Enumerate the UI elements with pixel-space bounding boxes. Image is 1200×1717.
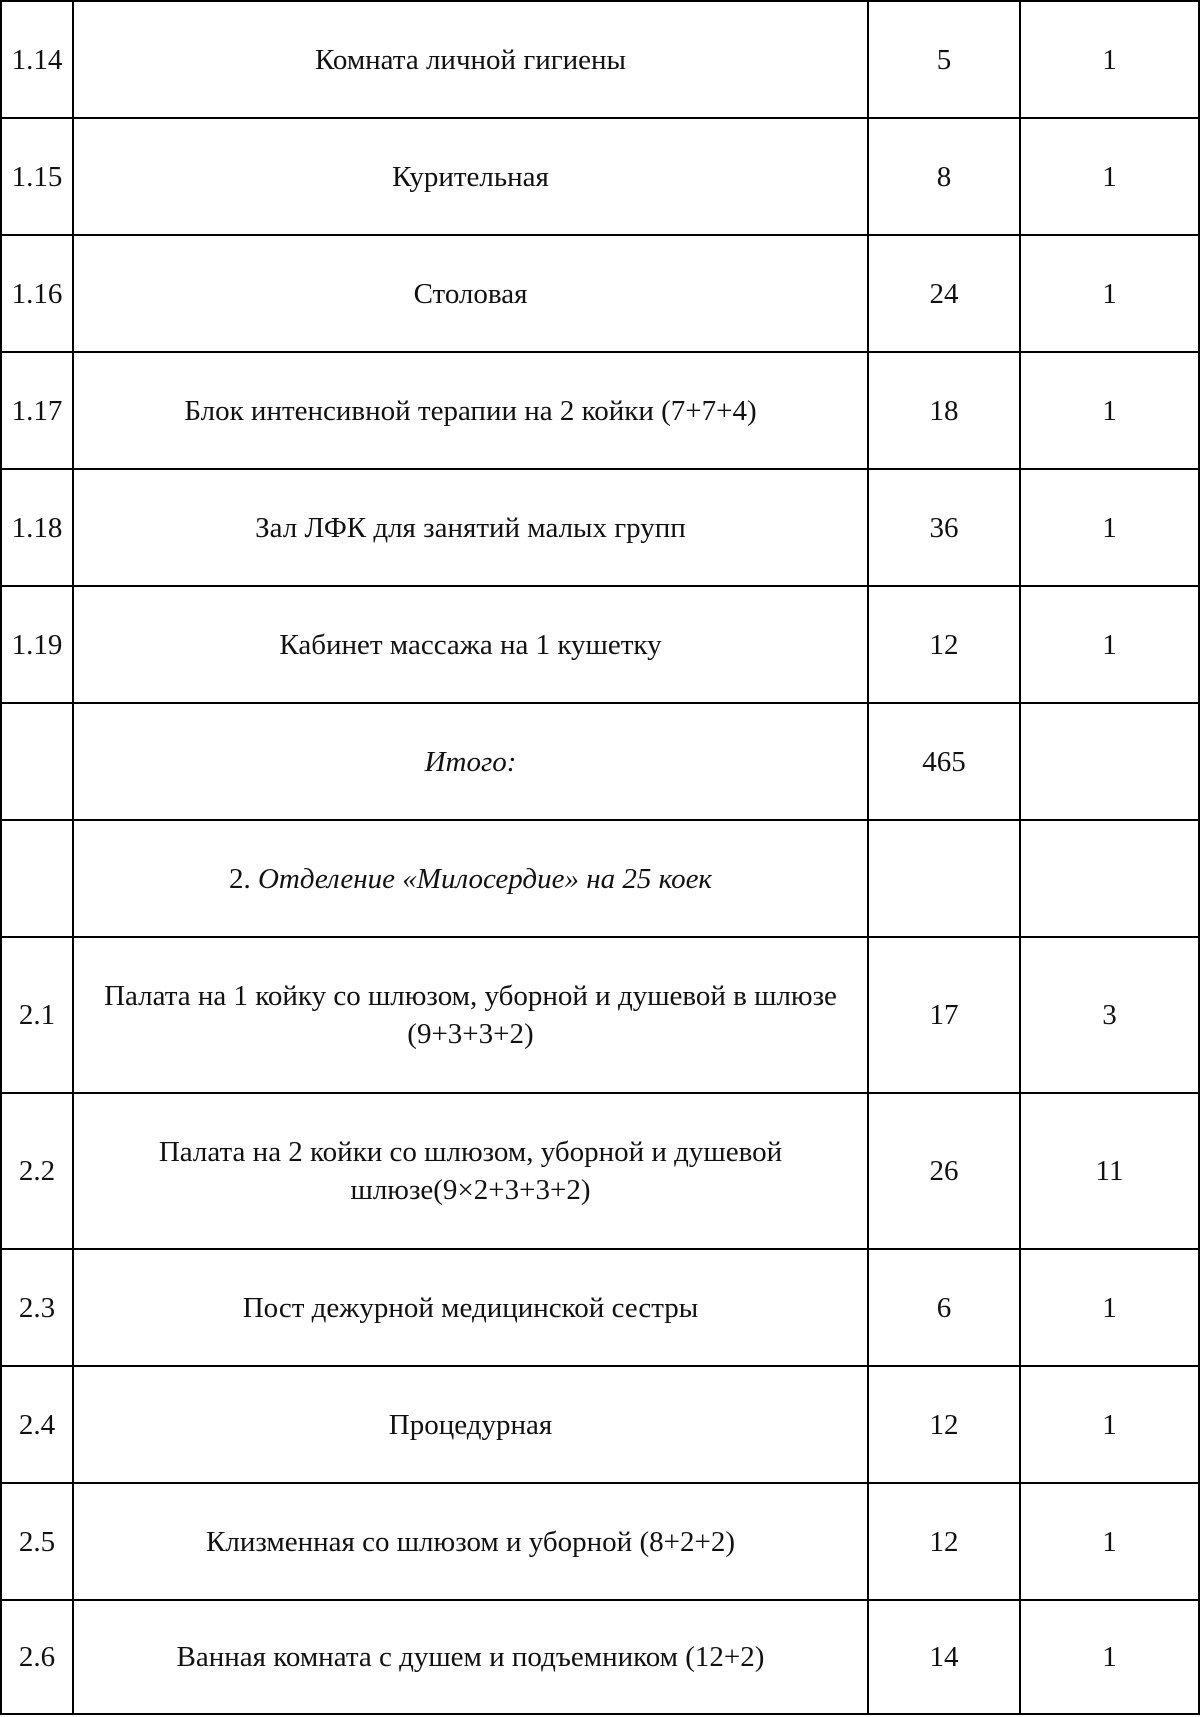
room-name: Комната личной гигиены [73,1,868,118]
room-count: 1 [1020,469,1199,586]
room-count: 1 [1020,1600,1199,1714]
table-row [1,118,1199,235]
room-name: Ванная комната с душем и подъемником (12+2) [73,1600,868,1714]
room-count: 1 [1020,1,1199,118]
room-count: 1 [1020,1249,1199,1366]
room-name: Зал ЛФК для занятий малых групп [73,469,868,586]
room-count: 1 [1020,352,1199,469]
total-row [1,703,1199,820]
room-name: Палата на 1 койку со шлюзом, уборной и душевой в шлюзе (9+3+3+2) [73,937,868,1093]
room-area: 17 [868,937,1020,1093]
room-name: Клизменная со шлюзом и уборной (8+2+2) [73,1483,868,1600]
room-name: Столовая [73,235,868,352]
row-number: 1.17 [1,352,73,469]
table-row [1,469,1199,586]
section-title-cell [73,820,868,937]
row-number: 1.15 [1,118,73,235]
table-row [1,1483,1199,1600]
room-name: Курительная [73,118,868,235]
room-area: 5 [868,1,1020,118]
section-count-empty [1020,820,1199,937]
table-row [1,937,1199,1093]
row-number: 1.14 [1,1,73,118]
section-area-empty [868,820,1020,937]
room-area: 14 [868,1600,1020,1714]
table-row [1,586,1199,703]
room-name: Кабинет массажа на 1 кушетку [73,586,868,703]
row-number: 2.4 [1,1366,73,1483]
table-row [1,352,1199,469]
total-area: 465 [868,703,1020,820]
room-area: 18 [868,352,1020,469]
row-number-empty [1,820,73,937]
row-number: 2.2 [1,1093,73,1249]
room-count: 3 [1020,937,1199,1093]
row-number: 1.16 [1,235,73,352]
row-number: 2.6 [1,1600,73,1714]
room-area: 24 [868,235,1020,352]
row-number: 2.3 [1,1249,73,1366]
total-count-empty [1020,703,1199,820]
room-name: Процедурная [73,1366,868,1483]
room-count: 1 [1020,1366,1199,1483]
room-area: 12 [868,586,1020,703]
row-number: 2.1 [1,937,73,1093]
row-number: 1.18 [1,469,73,586]
section-header-row [1,820,1199,937]
section-title: Отделение «Милосердие» на 25 коек [257,862,713,895]
row-number-empty [1,703,73,820]
total-label: Итого: [73,703,868,820]
room-name: Палата на 2 койки со шлюзом, уборной и душевой шлюзе(9×2+3+3+2) [73,1093,868,1249]
room-count: 11 [1020,1093,1199,1249]
room-name: Блок интенсивной терапии на 2 койки (7+7+4) [73,352,868,469]
room-count: 1 [1020,118,1199,235]
room-count: 1 [1020,586,1199,703]
room-count: 1 [1020,1483,1199,1600]
table-row [1,1600,1199,1714]
room-area: 6 [868,1249,1020,1366]
room-area: 36 [868,469,1020,586]
table-row [1,235,1199,352]
table-row [1,1093,1199,1249]
room-count: 1 [1020,235,1199,352]
section-number: 2. [228,862,251,895]
room-area: 26 [868,1093,1020,1249]
room-area: 12 [868,1483,1020,1600]
row-number: 2.5 [1,1483,73,1600]
room-name: Пост дежурной медицинской сестры [73,1249,868,1366]
table-row [1,1249,1199,1366]
table-row [1,1,1199,118]
row-number: 1.19 [1,586,73,703]
room-area: 8 [868,118,1020,235]
room-area: 12 [868,1366,1020,1483]
table-row [1,1366,1199,1483]
